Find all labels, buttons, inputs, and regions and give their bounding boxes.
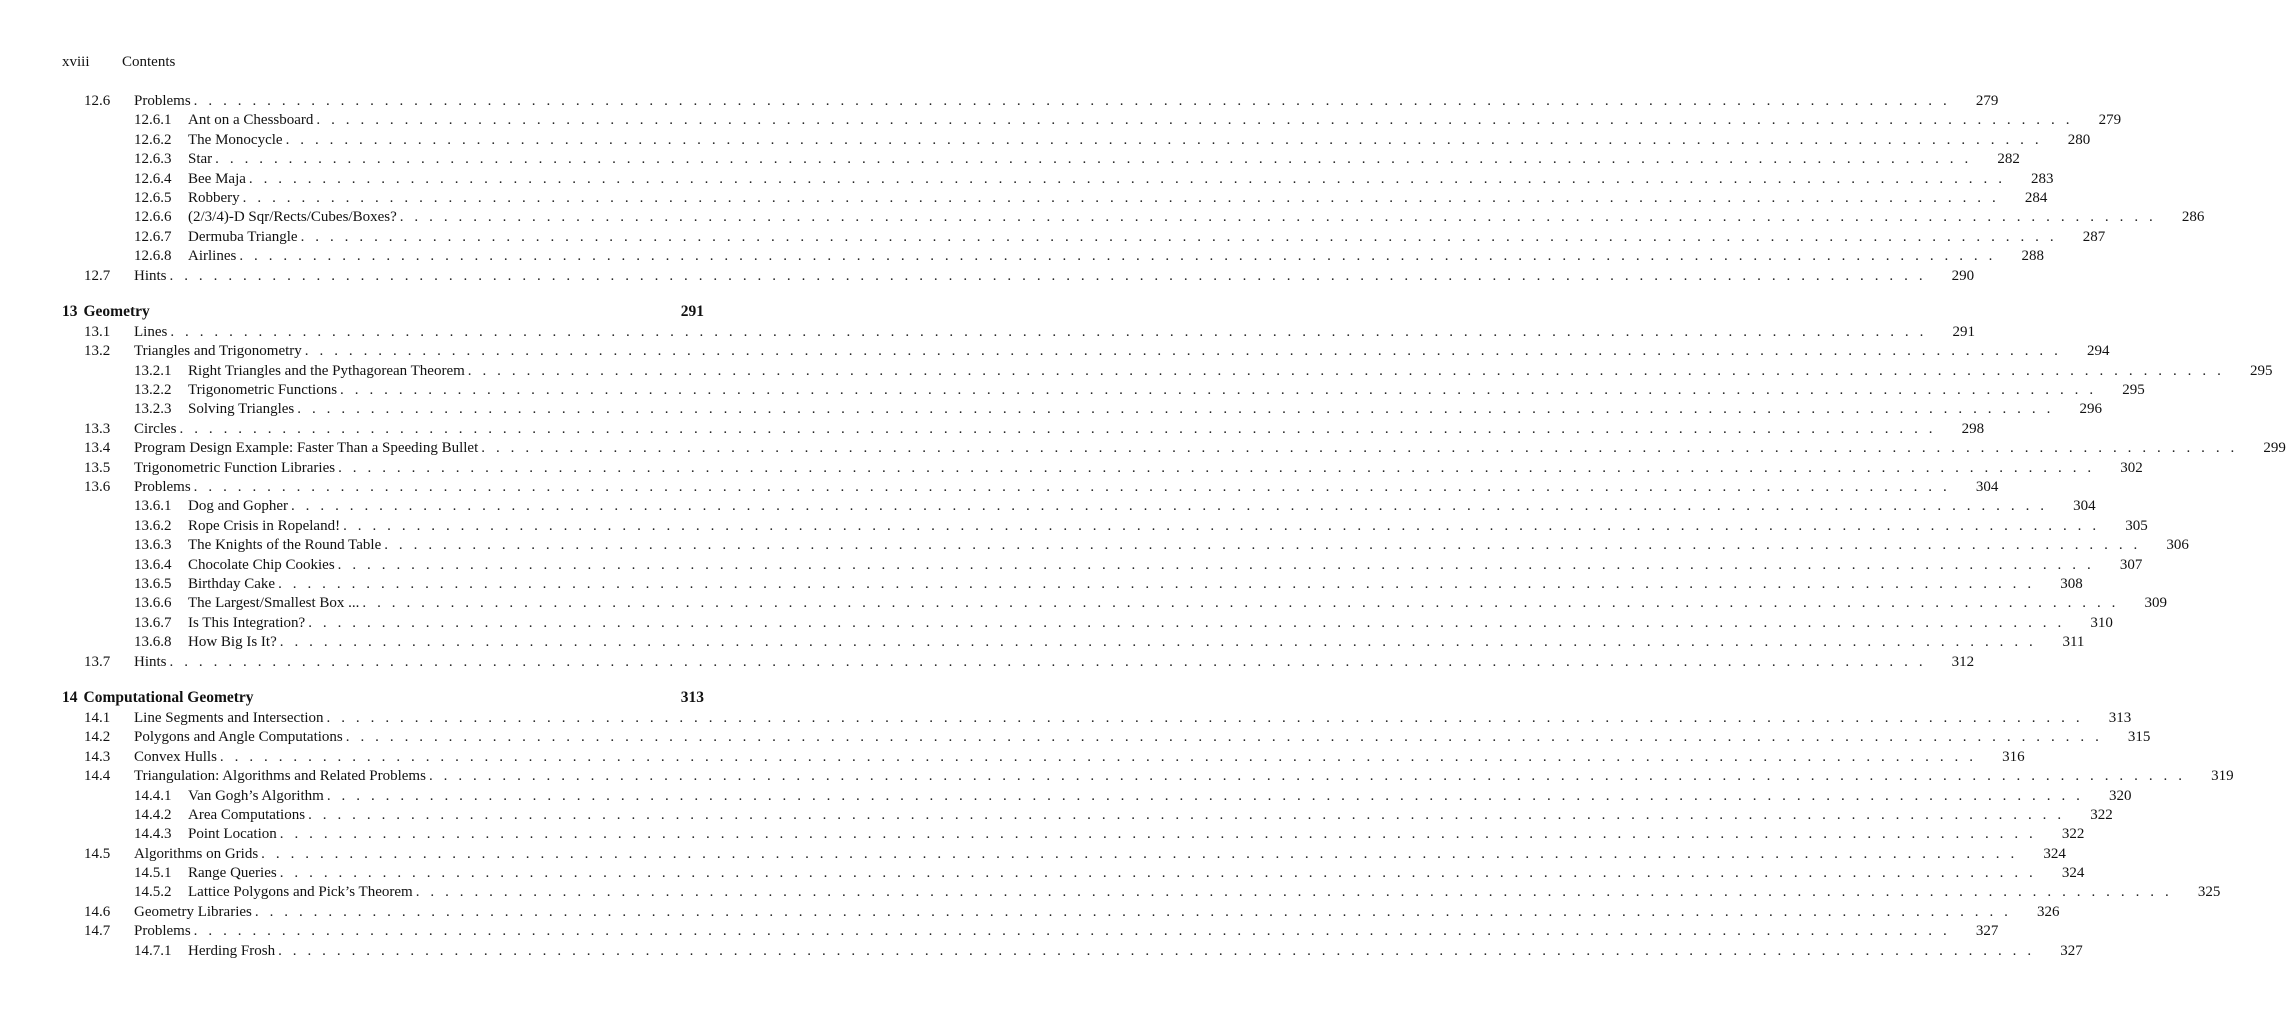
toc-section-row[interactable] [62,267,1975,287]
toc-page-number: 309 [2144,595,2168,612]
toc-entry-number: 12.7 [84,267,111,284]
toc-dot-leader: . . . . . . . . . . . . . . . . . . . . . . . . . . . . . . . . . . . . . . . . . . . . . . . . . . . . . . . . . . . . . . . . . . . . . . . . . . . . . . . . . . . . . . . . . . . . . . . . . . . . . . . . . . . . . . . . . . . . . . . . [278,575,2035,592]
toc-entry-title: Trigonometric Function Libraries [134,459,336,476]
toc-page-number: 304 [2073,498,2096,515]
toc-entry-number: 12.6.7 [134,228,172,245]
toc-page-number: 287 [2082,228,2106,245]
toc-subsection-row[interactable] [62,537,2189,556]
running-header [62,54,175,71]
toc-subsection-row[interactable] [62,634,2085,653]
toc-section-row[interactable] [62,459,2143,479]
toc-dot-leader: . . . . . . . . . . . . . . . . . . . . . . . . . . . . . . . . . . . . . . . . . . . . . . . . . . . . . . . . . . . . . . . . . . . . . . . . . . . . . . . . . . . . . . . . . . . . . . . . . . . . . . . . . . . . . . . . . . . . . . . . [338,459,2095,476]
toc-dot-leader: . . . . . . . . . . . . . . . . . . . . . . . . . . . . . . . . . . . . . . . . . . . . . . . . . . . . . . . . . . . . . . . . . . . . . . . . . . . . . . . . . . . . . . . . . . . . . . . . . . . . . . . . . . . . . . . . . . . . . . . . [254,903,2012,920]
toc-page-number: 279 [1975,93,1999,109]
toc-entry-title: The Monocycle [188,131,283,148]
toc-entry-number: 14.7 [84,923,111,940]
toc-dot-leader: . . . . . . . . . . . . . . . . . . . . . . . . . . . . . . . . . . . . . . . . . . . . . . . . . . . . . . . . . . . . . . . . . . . . . . . . . . . . . . . . . . . . . . . . . . . . . . . . . . . . . . . . . . . . . . . . . . . . . . . . [308,614,2065,631]
toc-entry-number: 13.2.1 [134,362,172,379]
toc-chapter-row[interactable] [62,303,704,324]
toc-page-number: 291 [680,302,704,320]
toc-dot-leader: . . . . . . . . . . . . . . . . . . . . . . . . . . . . . . . . . . . . . . . . . . . . . . . . . . . . . . . . . . . . . . . . . . . . . . . . . . . . . . . . . . . . . . . . . . . . . . . . . . . . . . . . . . . . . . . . . . . . . . . . [179,420,1937,437]
toc-dot-leader: . . . . . . . . . . . . . . . . . . . . . . . . . . . . . . . . . . . . . . . . . . . . . . . . . . . . . . . . . . . . . . . . . . . . . . . . . . . . . . . . . . . . . . . . . . . . . . . . . . . . . . . . . . . . . . . . . . . . . . . . [316,112,2074,129]
toc-entry-title: Chocolate Chip Cookies [188,556,335,573]
toc-page-number: 288 [2021,248,2044,265]
toc-dot-leader: . . . . . . . . . . . . . . . . . . . . . . . . . . . . . . . . . . . . . . . . . . . . . . . . . . . . . . . . . . . . . . . . . . . . . . . . . . . . . . . . . . . . . . . . . . . . . . . . . . . . . . . . . . . . . . . . . . . . . . . . [415,884,2173,901]
toc-subsection-row[interactable] [62,382,2145,401]
toc-entry-number: 14.4.1 [134,787,172,804]
toc-entry-title: Is This Integration? [188,614,306,631]
toc-dot-leader: . . . . . . . . . . . . . . . . . . . . . . . . . . . . . . . . . . . . . . . . . . . . . . . . . . . . . . . . . . . . . . . . . . . . . . . . . . . . . . . . . . . . . . . . . . . . . . . . . . . . . . . . . . . . . . . . . . . . . . . . [428,768,2186,785]
toc-dot-leader: . . . . . . . . . . . . . . . . . . . . . . . . . . . . . . . . . . . . . . . . . . . . . . . . . . . . . . . . . . . . . . . . . . . . . . . . . . . . . . . . . . . . . . . . . . . . . . . . . . . . . . . . . . . . . . . . . . . . . . . . [219,748,1977,765]
toc-entry-title: Herding Frosh [188,942,276,959]
toc-subsection-row[interactable] [62,209,2205,228]
toc-entry-title: Trigonometric Functions [188,382,338,399]
toc-subsection-row[interactable] [62,826,2085,845]
toc-section-row[interactable] [62,420,1985,440]
toc-entry-title: Line Segments and Intersection [134,709,324,726]
toc-entry-title: Problems [134,479,191,496]
toc-entry-number: 13.6.7 [134,614,172,631]
toc-page-number: 299 [2263,440,2286,457]
toc-entry-title: Airlines [188,248,237,265]
toc-entry-number: 12.6.4 [134,170,172,187]
toc-page-number: 313 [2108,709,2132,726]
toc-entry-title: Point Location [188,826,277,843]
toc-entry-title: (2/3/4)-D Sqr/Rects/Cubes/Boxes? [188,209,397,226]
toc-subsection-row[interactable] [62,170,2054,190]
toc-page-number: 305 [2125,517,2148,534]
toc-dot-leader: . . . . . . . . . . . . . . . . . . . . . . . . . . . . . . . . . . . . . . . . . . . . . . . . . . . . . . . . . . . . . . . . . . . . . . . . . . . . . . . . . . . . . . . . . . . . . . . . . . . . . . . . . . . . . . . . . . . . . . . . [300,228,2058,245]
toc-dot-leader: . . . . . . . . . . . . . . . . . . . . . . . . . . . . . . . . . . . . . . . . . . . . . . . . . . . . . . . . . . . . . . . . . . . . . . . . . . . . . . . . . . . . . . . . . . . . . . . . . . . . . . . . . . . . . . . . . . . . . . . . [308,806,2065,823]
toc-page-number: 316 [2002,748,2025,765]
toc-entry-title: Ant on a Chessboard [188,112,314,129]
toc-page-number: 294 [2086,343,2110,360]
toc-entry-title: Van Gogh’s Algorithm [188,787,324,804]
toc-page-number: 279 [2098,112,2122,129]
toc-entry-number: 12.6.3 [134,151,172,168]
toc-page-number: 295 [2249,362,2273,379]
toc-subsection-row[interactable] [62,614,2113,634]
toc-entry-title: Lines [134,323,168,340]
toc-entry-number: 13.6 [84,479,111,496]
toc-entry-number: 13.6.5 [134,575,172,592]
toc-entry-number: 12.6.6 [134,209,172,226]
toc-section-row[interactable] [62,343,2110,362]
toc-entry-number: 14.4.2 [134,806,172,823]
toc-entry-title: The Largest/Smallest Box ... [188,595,360,612]
toc-section-row[interactable] [62,709,2132,729]
toc-dot-leader: . . . . . . . . . . . . . . . . . . . . . . . . . . . . . . . . . . . . . . . . . . . . . . . . . . . . . . . . . . . . . . . . . . . . . . . . . . . . . . . . . . . . . . . . . . . . . . . . . . . . . . . . . . . . . . . . . . . . . . . . [399,209,2157,226]
toc-entry-title: Computational Geometry [83,688,254,706]
toc-section-row[interactable] [62,479,1999,498]
toc-subsection-row[interactable] [62,595,2168,614]
toc-entry-title: Geometry Libraries [134,903,252,920]
toc-subsection-row[interactable] [62,865,2085,884]
toc-entry-number: 13.6.8 [134,634,172,651]
toc-subsection-row[interactable] [62,498,2096,517]
toc-dot-leader: . . . . . . . . . . . . . . . . . . . . . . . . . . . . . . . . . . . . . . . . . . . . . . . . . . . . . . . . . . . . . . . . . . . . . . . . . . . . . . . . . . . . . . . . . . . . . . . . . . . . . . . . . . . . . . . . . . . . . . . . [467,362,2225,379]
toc-entry-title: Area Computations [188,806,306,823]
toc-dot-leader: . . . . . . . . . . . . . . . . . . . . . . . . . . . . . . . . . . . . . . . . . . . . . . . . . . . . . . . . . . . . . . . . . . . . . . . . . . . . . . . . . . . . . . . . . . . . . . . . . . . . . . . . . . . . . . . . . . . . . . . . [343,517,2100,534]
toc-page-number: 319 [2211,768,2234,785]
toc-page-number: 307 [2119,556,2143,573]
toc-dot-leader: . . . . . . . . . . . . . . . . . . . . . . . . . . . . . . . . . . . . . . . . . . . . . . . . . . . . . . . . . . . . . . . . . . . . . . . . . . . . . . . . . . . . . . . . . . . . . . . . . . . . . . . . . . . . . . . . . . . . . . . . [285,131,2043,148]
toc-entry-title: Right Triangles and the Pythagorean Theorem [188,362,465,379]
toc-entry-title: Birthday Cake [188,575,276,592]
toc-entry-title: Triangles and Trigonometry [134,343,302,360]
toc-entry-title: Program Design Example: Faster Than a Speeding Bullet [134,440,479,457]
header-title: Contents [122,54,176,70]
toc-page-number: 320 [2109,787,2132,804]
chapter-gap [62,673,704,689]
toc-page-number: 327 [2060,942,2083,959]
toc-page-number: 322 [2061,826,2085,843]
toc-section-row[interactable] [62,323,1975,343]
toc-section-row[interactable] [62,748,2025,768]
toc-entry-title: Dog and Gopher [188,498,288,515]
toc-entry-number: 14.4 [84,768,111,785]
toc-subsection-row[interactable] [62,248,2044,267]
toc-page-number: 286 [2181,209,2205,226]
toc-page-number: 298 [1961,420,1985,437]
toc-entry-title: Convex Hulls [134,748,217,765]
toc-dot-leader: . . . . . . . . . . . . . . . . . . . . . . . . . . . . . . . . . . . . . . . . . . . . . . . . . . . . . . . . . . . . . . . . . . . . . . . . . . . . . . . . . . . . . . . . . . . . . . . . . . . . . . . . . . . . . . . . . . . . . . . . [169,267,1927,284]
toc-page-number: 304 [1975,479,1999,496]
toc-page-number: 282 [1997,151,2020,168]
toc-entry-number: 13.1 [84,323,111,340]
toc-chapter-row[interactable] [62,689,704,710]
toc-entry-title: Problems [134,93,191,109]
toc-entry-title: Circles [134,420,177,437]
toc-entry-number: 13.3 [84,420,111,437]
toc-page-number: 290 [1951,267,1975,284]
toc-entry-title: Hints [134,267,167,284]
toc-page-number: 325 [2197,884,2221,901]
toc-page-number: 324 [2043,845,2066,862]
toc-page-number: 315 [2127,729,2151,746]
toc-entry-number: 14.5.2 [134,884,172,901]
toc-dot-leader: . . . . . . . . . . . . . . . . . . . . . . . . . . . . . . . . . . . . . . . . . . . . . . . . . . . . . . . . . . . . . . . . . . . . . . . . . . . . . . . . . . . . . . . . . . . . . . . . . . . . . . . . . . . . . . . . . . . . . . . . [326,787,2084,804]
toc-entry-number: 13.5 [84,459,111,476]
toc-entry-number: 14.4.3 [134,826,172,843]
toc-entry-number: 12.6.2 [134,131,172,148]
toc-page-number: 313 [680,688,704,706]
toc-subsection-row[interactable] [62,112,2122,131]
toc-subsection-row[interactable] [62,189,2048,209]
toc-dot-leader: . . . . . . . . . . . . . . . . . . . . . . . . . . . . . . . . . . . . . . . . . . . . . . . . . . . . . . . . . . . . . . . . . . . . . . . . . . . . . . . . . . . . . . . . . . . . . . . . . . . . . . . . . . . . . . . . . . . . . . . . [481,440,2238,457]
toc-entry-number: 14.2 [84,729,111,746]
toc-subsection-row[interactable] [62,942,2083,962]
toc-entry-number: 12.6.5 [134,189,172,206]
toc-entry-number: 13.6.2 [134,517,172,534]
toc-entry-number: 12.6.1 [134,112,172,129]
header-page-number: xviii [62,54,90,70]
toc-entry-number: 13.6.1 [134,498,172,515]
toc-entry-number: 13.4 [84,440,111,457]
toc-dot-leader: . . . . . . . . . . . . . . . . . . . . . . . . . . . . . . . . . . . . . . . . . . . . . . . . . . . . . . . . . . . . . . . . . . . . . . . . . . . . . . . . . . . . . . . . . . . . . . . . . . . . . . . . . . . . . . . . . . . . . . . . [279,826,2037,843]
toc-page-number: 296 [2079,401,2102,418]
toc-entry-title: Geometry [83,302,150,320]
table-of-contents [62,93,2286,962]
toc-entry-number: 13.2.2 [134,382,172,399]
toc-section-row[interactable] [62,93,1999,112]
toc-subsection-row[interactable] [62,787,2132,807]
toc-dot-leader: . . . . . . . . . . . . . . . . . . . . . . . . . . . . . . . . . . . . . . . . . . . . . . . . . . . . . . . . . . . . . . . . . . . . . . . . . . . . . . . . . . . . . . . . . . . . . . . . . . . . . . . . . . . . . . . . . . . . . . . . [278,942,2035,959]
toc-entry-number: 12.6.8 [134,248,172,265]
toc-page-number: 291 [1952,323,1975,340]
toc-section-row[interactable] [62,845,2066,865]
toc-dot-leader: . . . . . . . . . . . . . . . . . . . . . . . . . . . . . . . . . . . . . . . . . . . . . . . . . . . . . . . . . . . . . . . . . . . . . . . . . . . . . . . . . . . . . . . . . . . . . . . . . . . . . . . . . . . . . . . . . . . . . . . . [304,343,2062,360]
toc-dot-leader: . . . . . . . . . . . . . . . . . . . . . . . . . . . . . . . . . . . . . . . . . . . . . . . . . . . . . . . . . . . . . . . . . . . . . . . . . . . . . . . . . . . . . . . . . . . . . . . . . . . . . . . . . . . . . . . . . . . . . . . . [279,634,2037,651]
toc-entry-title: Algorithms on Grids [134,845,259,862]
toc-entry-title: Range Queries [188,865,277,882]
toc-entry-number: 14.5.1 [134,865,172,882]
toc-dot-leader: . . . . . . . . . . . . . . . . . . . . . . . . . . . . . . . . . . . . . . . . . . . . . . . . . . . . . . . . . . . . . . . . . . . . . . . . . . . . . . . . . . . . . . . . . . . . . . . . . . . . . . . . . . . . . . . . . . . . . . . . [215,151,1972,168]
toc-dot-leader: . . . . . . . . . . . . . . . . . . . . . . . . . . . . . . . . . . . . . . . . . . . . . . . . . . . . . . . . . . . . . . . . . . . . . . . . . . . . . . . . . . . . . . . . . . . . . . . . . . . . . . . . . . . . . . . . . . . . . . . . [345,729,2103,746]
toc-entry-number: 14.7.1 [134,942,172,959]
toc-subsection-row[interactable] [62,131,2091,151]
toc-entry-title: Lattice Polygons and Pick’s Theorem [188,884,413,901]
toc-page-number: 306 [2166,537,2189,554]
toc-dot-leader: . . . . . . . . . . . . . . . . . . . . . . . . . . . . . . . . . . . . . . . . . . . . . . . . . . . . . . . . . . . . . . . . . . . . . . . . . . . . . . . . . . . . . . . . . . . . . . . . . . . . . . . . . . . . . . . . . . . . . . . . [290,498,2048,515]
toc-section-row[interactable] [62,653,1975,673]
toc-entry-title: Problems [134,923,191,940]
toc-entry-title: How Big Is It? [188,634,277,651]
toc-entry-number: 13 [62,302,78,320]
toc-entry-number: 13.6.3 [134,537,172,554]
toc-dot-leader: . . . . . . . . . . . . . . . . . . . . . . . . . . . . . . . . . . . . . . . . . . . . . . . . . . . . . . . . . . . . . . . . . . . . . . . . . . . . . . . . . . . . . . . . . . . . . . . . . . . . . . . . . . . . . . . . . . . . . . . . [384,537,2141,554]
toc-subsection-row[interactable] [62,556,2143,576]
toc-entry-number: 13.7 [84,653,111,670]
toc-subsection-row[interactable] [62,228,2106,248]
toc-section-row[interactable] [62,923,1999,942]
toc-subsection-row[interactable] [62,575,2083,595]
toc-page-number: 312 [1951,653,1975,670]
toc-entry-number: 14.1 [84,709,111,726]
toc-entry-number: 14.5 [84,845,111,862]
toc-dot-leader: . . . . . . . . . . . . . . . . . . . . . . . . . . . . . . . . . . . . . . . . . . . . . . . . . . . . . . . . . . . . . . . . . . . . . . . . . . . . . . . . . . . . . . . . . . . . . . . . . . . . . . . . . . . . . . . . . . . . . . . . [326,709,2084,726]
toc-entry-number: 13.2.3 [134,401,172,418]
toc-entry-number: 14 [62,688,78,706]
toc-page-number: 302 [2120,459,2143,476]
toc-entry-title: The Knights of the Round Table [188,537,382,554]
toc-entry-title: Star [188,151,213,168]
toc-entry-title: Bee Maja [188,170,246,187]
toc-dot-leader: . . . . . . . . . . . . . . . . . . . . . . . . . . . . . . . . . . . . . . . . . . . . . . . . . . . . . . . . . . . . . . . . . . . . . . . . . . . . . . . . . . . . . . . . . . . . . . . . . . . . . . . . . . . . . . . . . . . . . . . . [193,923,1951,940]
toc-dot-leader: . . . . . . . . . . . . . . . . . . . . . . . . . . . . . . . . . . . . . . . . . . . . . . . . . . . . . . . . . . . . . . . . . . . . . . . . . . . . . . . . . . . . . . . . . . . . . . . . . . . . . . . . . . . . . . . . . . . . . . . . [261,845,2018,862]
toc-entry-title: Dermuba Triangle [188,228,298,245]
toc-page-number: 283 [2031,170,2054,187]
toc-entry-title: Solving Triangles [188,401,295,418]
toc-section-row[interactable] [62,440,2286,459]
toc-entry-title: Triangulation: Algorithms and Related Problems [134,768,426,785]
toc-dot-leader: . . . . . . . . . . . . . . . . . . . . . . . . . . . . . . . . . . . . . . . . . . . . . . . . . . . . . . . . . . . . . . . . . . . . . . . . . . . . . . . . . . . . . . . . . . . . . . . . . . . . . . . . . . . . . . . . . . . . . . . . [340,382,2097,399]
toc-entry-title: Robbery [188,189,240,206]
toc-dot-leader: . . . . . . . . . . . . . . . . . . . . . . . . . . . . . . . . . . . . . . . . . . . . . . . . . . . . . . . . . . . . . . . . . . . . . . . . . . . . . . . . . . . . . . . . . . . . . . . . . . . . . . . . . . . . . . . . . . . . . . . . [193,479,1951,496]
toc-page-number: 280 [2067,131,2091,148]
toc-subsection-row[interactable] [62,884,2221,903]
toc-section-row[interactable] [62,729,2151,748]
toc-entry-number: 12.6 [84,93,111,109]
toc-dot-leader: . . . . . . . . . . . . . . . . . . . . . . . . . . . . . . . . . . . . . . . . . . . . . . . . . . . . . . . . . . . . . . . . . . . . . . . . . . . . . . . . . . . . . . . . . . . . . . . . . . . . . . . . . . . . . . . . . . . . . . . . [362,595,2120,612]
toc-entry-number: 13.6.6 [134,595,172,612]
toc-subsection-row[interactable] [62,151,2020,170]
toc-section-row[interactable] [62,903,2060,923]
toc-subsection-row[interactable] [62,806,2113,826]
toc-dot-leader: . . . . . . . . . . . . . . . . . . . . . . . . . . . . . . . . . . . . . . . . . . . . . . . . . . . . . . . . . . . . . . . . . . . . . . . . . . . . . . . . . . . . . . . . . . . . . . . . . . . . . . . . . . . . . . . . . . . . . . . . [248,170,2006,187]
toc-dot-leader: . . . . . . . . . . . . . . . . . . . . . . . . . . . . . . . . . . . . . . . . . . . . . . . . . . . . . . . . . . . . . . . . . . . . . . . . . . . . . . . . . . . . . . . . . . . . . . . . . . . . . . . . . . . . . . . . . . . . . . . . [170,323,1927,340]
toc-page-number: 326 [2037,903,2060,920]
toc-subsection-row[interactable] [62,517,2148,537]
toc-entry-number: 14.3 [84,748,111,765]
toc-dot-leader: . . . . . . . . . . . . . . . . . . . . . . . . . . . . . . . . . . . . . . . . . . . . . . . . . . . . . . . . . . . . . . . . . . . . . . . . . . . . . . . . . . . . . . . . . . . . . . . . . . . . . . . . . . . . . . . . . . . . . . . . [239,248,1996,265]
toc-subsection-row[interactable] [62,362,2273,382]
toc-dot-leader: . . . . . . . . . . . . . . . . . . . . . . . . . . . . . . . . . . . . . . . . . . . . . . . . . . . . . . . . . . . . . . . . . . . . . . . . . . . . . . . . . . . . . . . . . . . . . . . . . . . . . . . . . . . . . . . . . . . . . . . . [169,653,1927,670]
toc-subsection-row[interactable] [62,401,2102,420]
toc-section-row[interactable] [62,768,2234,787]
toc-entry-number: 13.2 [84,343,111,360]
toc-page-number: 311 [2062,634,2085,651]
toc-page-number: 322 [2090,806,2113,823]
toc-page-number: 327 [1975,923,1999,940]
toc-dot-leader: . . . . . . . . . . . . . . . . . . . . . . . . . . . . . . . . . . . . . . . . . . . . . . . . . . . . . . . . . . . . . . . . . . . . . . . . . . . . . . . . . . . . . . . . . . . . . . . . . . . . . . . . . . . . . . . . . . . . . . . . [337,556,2095,573]
toc-dot-leader: . . . . . . . . . . . . . . . . . . . . . . . . . . . . . . . . . . . . . . . . . . . . . . . . . . . . . . . . . . . . . . . . . . . . . . . . . . . . . . . . . . . . . . . . . . . . . . . . . . . . . . . . . . . . . . . . . . . . . . . . [297,401,2054,418]
toc-entry-number: 13.6.4 [134,556,172,573]
toc-entry-title: Polygons and Angle Computations [134,729,343,746]
toc-page-number: 310 [2090,614,2113,631]
toc-dot-leader: . . . . . . . . . . . . . . . . . . . . . . . . . . . . . . . . . . . . . . . . . . . . . . . . . . . . . . . . . . . . . . . . . . . . . . . . . . . . . . . . . . . . . . . . . . . . . . . . . . . . . . . . . . . . . . . . . . . . . . . . [193,93,1951,109]
toc-dot-leader: . . . . . . . . . . . . . . . . . . . . . . . . . . . . . . . . . . . . . . . . . . . . . . . . . . . . . . . . . . . . . . . . . . . . . . . . . . . . . . . . . . . . . . . . . . . . . . . . . . . . . . . . . . . . . . . . . . . . . . . . [242,189,2000,206]
toc-entry-number: 14.6 [84,903,111,920]
toc-page-number: 308 [2060,575,2083,592]
toc-entry-title: Hints [134,653,167,670]
toc-dot-leader: . . . . . . . . . . . . . . . . . . . . . . . . . . . . . . . . . . . . . . . . . . . . . . . . . . . . . . . . . . . . . . . . . . . . . . . . . . . . . . . . . . . . . . . . . . . . . . . . . . . . . . . . . . . . . . . . . . . . . . . . [279,865,2037,882]
toc-page-number: 295 [2122,382,2145,399]
toc-page-number: 284 [2024,189,2048,206]
toc-entry-title: Rope Crisis in Ropeland! [188,517,341,534]
chapter-gap [62,287,704,303]
toc-page-number: 324 [2061,865,2085,882]
